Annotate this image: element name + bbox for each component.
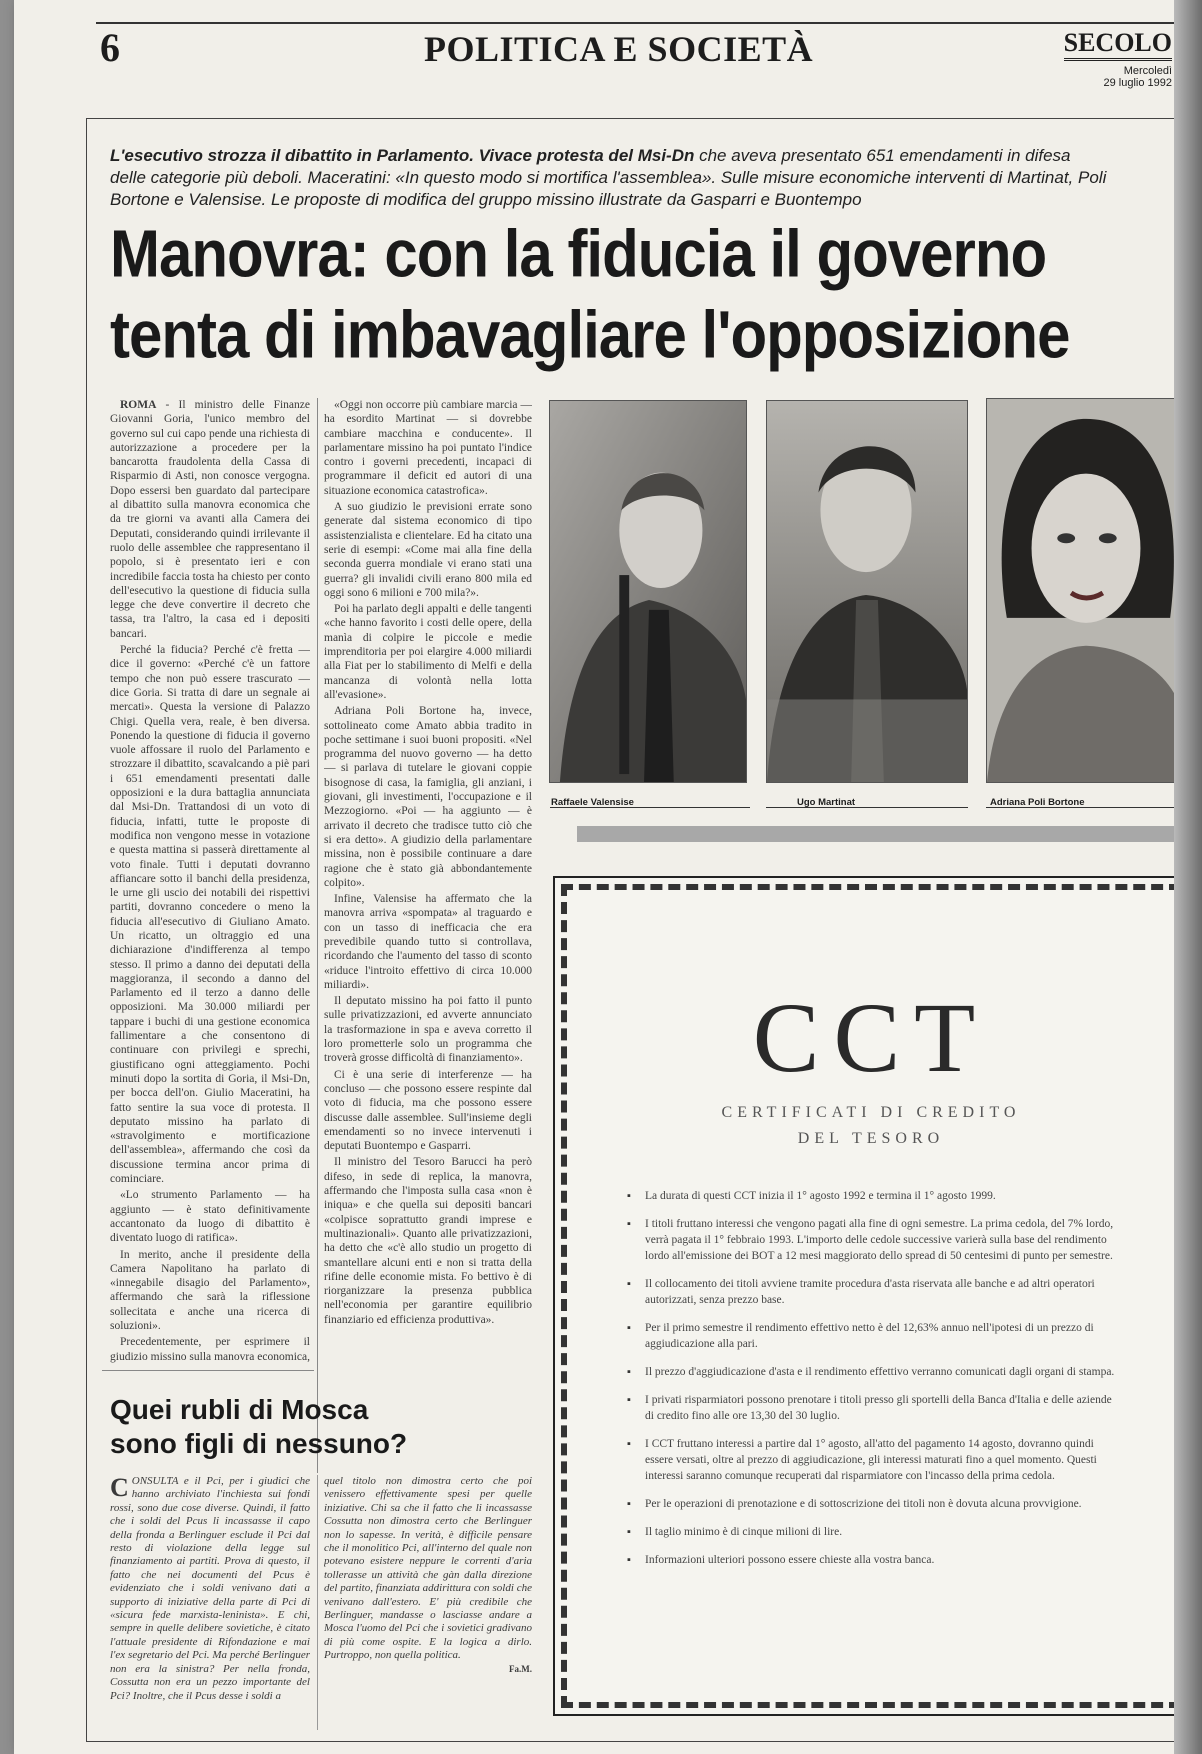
photo-valensise — [549, 400, 747, 783]
article-paragraph: ROMA - Il ministro delle Finanze Giovanni Goria, l'unico membro del governo sul cui capo pende una richiesta di autorizzazione a procedere per la bancarotta fraudolenta della Cassa di Risparmio di Asti, non conosce vergogna. Dopo essersi ben guardato dal partecipare al dibattito sulla manovra economica che da tre giorni va avanti alla Camera dei Deputati, considerando quindi irrilevante il ruolo delle assemblee che rappresentano il popolo, si è presentato ieri e con incredibile faccia tosta ha chiesto per conto dell'esecutivo la questione di fiducia sulla legge che deve convertire il decreto che tassa, tra l'altro, la casa ed i depositi bancari. — [110, 399, 310, 640]
masthead-logo: SECOLO — [1064, 28, 1172, 61]
section-title: POLITICA E SOCIETÀ — [424, 29, 814, 69]
masthead-day: Mercoledì — [1123, 65, 1172, 77]
box-top-rule — [102, 1370, 314, 1371]
article-paragraph: A suo giudizio le previsioni errate sono generate dal sistema economico di tipo assistenzialista e clientelare. Ed ha citato una serie di esempi: «Come mai alla fine della seconda guerra mondiale vi erano stati una guerra? gli invalidi civili erano 800 mila ed oggi sono 6 milioni e 700 mila?». — [324, 501, 532, 599]
article-paragraph: Precedentemente, per esprimere il giudizio missino sulla manovra economica, — [110, 1336, 310, 1363]
caption-rule — [986, 807, 1174, 808]
ad-bullet-list — [627, 1188, 1117, 1580]
ad-inner — [575, 898, 1167, 1694]
box-headline-line-2: sono figli di nessuno? — [110, 1428, 408, 1459]
ad-bullet: ▪ I titoli fruttano interessi che vengono pagati alla fine di ogni semestre. La prima cedola, del 7% lordo, verrà pagata il 1° febbraio 1993. L'importo delle cedole successive varierà sulla base del rendimento lordo all'emissione dei BOT a 12 mesi maggiorato dello spread di 50 centesimi di punto per semestre. — [627, 1216, 1117, 1264]
photo-caption: Ugo Martinat — [797, 797, 856, 808]
article-paragraph: «Oggi non occorre più cambiare marcia — ha esordito Martinat — si dovrebbe cambiare macchina e conducente». Il parlamentare missino ha poi puntato l'indice contro i governi precedenti, incapaci di programmare il deficit ed autori di una situazione economica catastrofica». — [324, 399, 532, 497]
article-paragraph: Infine, Valensise ha affermato che la manovra arriva «spompata» al traguardo e con un tasso di inefficacia che era prevedibile quando tutto si controllava, ricordando che l'aumento del tasso di sconto «riduce l'introito effettivo di circa 10.000 miliardi». — [324, 893, 532, 991]
page-edge-shadow — [1174, 0, 1202, 1754]
photo-caption: Raffaele Valensise — [551, 797, 634, 808]
box-text: quel titolo non dimostra certo che poi venissero effettivamente spesi per quelle iniziative. Chi sa che il fatto che li incassasse Cossutta non dimostra certo che Berlinguer non lo sapesse. In verità, è difficile pensare che il monolitico Pci, all'interno del quale non potevano esistere neppure le correnti d'aria tollerasse un attività che gàn dalla direzione del partito, finanziata addirittura con soldi che venivano dall'estero. E' più credibile che Berlinguer, mandasse o lasciasse andare a Mosca l'uomo del Pci che i sovietici gradivano di più come ospite. E la logica a dirlo. Purtroppo, non quella politica. — [324, 1475, 532, 1662]
article-paragraph: Il ministro del Tesoro Barucci ha però difeso, in sede di replica, la manovra, affermando che l'imposta sulla casa «non è iniqua» e che quella sui depositi bancari «colpisce soprattutto grandi imprese e multinazionali». Quanto alle privatizzazioni, ha detto che «c'è allo studio un progetto di smantellare alcuni enti e non si tratta della rifine delle economie mista. Fo bettivo è di riorganizzare la presenza pubblica nell'economia per garantire equilibrio finanziario ed efficienza produttiva». — [324, 1156, 532, 1326]
ad-subtitle-2: DEL TESORO — [797, 1130, 945, 1147]
article-paragraph: Ci è una serie di interferenze — ha concluso — che possono essere respinte dal voto di fiducia, ma che possono essere discusse dalle assemblee. Sull'insieme degli emendamenti so no invece intervenuti i deputati Buontempo e Gasparri. — [324, 1068, 532, 1153]
dateline: ROMA — [120, 399, 157, 411]
article-paragraph: Adriana Poli Bortone ha, invece, sottolineato come Amato abbia tradito in poche settimane i suoi buoni propositi. «Nel programma del nuovo governo — ha detto — si parlava di tutelare le giovani coppie bisognose di casa, la famiglia, gli anziani, i giovani, gli investimenti, l'occupazione e il Mezzogiorno. «Poi — ha aggiunto — è arrivato il decreto che tradisce tutto ciò che si era detto». A giudizio della parlamentare missina, non è possibile continuare a dare ragione che è stato già abbondantemente colpito». — [324, 705, 532, 889]
ad-bullet: ▪ Il prezzo d'aggiudicazione d'asta e il rendimento effettivo verranno comunicati dagli organi di stampa. — [627, 1364, 1117, 1380]
headline-line-2: tenta di imbavagliare l'opposizione — [110, 296, 1070, 372]
ad-bullet: ▪ Informazioni ulteriori possono essere chieste alla vostra banca. — [627, 1552, 1117, 1568]
photo-martinat — [766, 400, 968, 783]
article-paragraph: «Lo strumento Parlamento — ha aggiunto — è stato definitivamente accantonato da luogo di dibattito è diventato luogo di ratifica». — [110, 1189, 310, 1245]
ad-title: CCT — [752, 982, 990, 1093]
box-headline-line-1: Quei rubli di Mosca — [110, 1394, 369, 1425]
article-kicker — [110, 145, 1110, 211]
box-column-1 — [110, 1475, 310, 1730]
drop-cap: C — [110, 1475, 129, 1502]
article-paragraph: In merito, anche il presidente della Camera Napolitano ha parlato di «innegabile disagio del Parlamento», affermando che sarà la riflessione sollecitata e anche una ricerca di soluzioni». — [110, 1248, 310, 1332]
ad-bullet: ▪ Il collocamento dei titoli avviene tramite procedura d'asta riservata alle banche e ad altri operatori autorizzati, senza prezzo base. — [627, 1276, 1117, 1308]
article-paragraph: Il deputato missino ha poi fatto il punto sulle privatizzazioni, ed avverte annunciato la trasformazione in spa e aveva corretto il loro prometterle solo un programma che troverà grosse difficoltà di finanziamento». — [324, 995, 532, 1065]
ad-bullet: ▪ Per il primo semestre il rendimento effettivo netto è del 12,63% annuo nell'ipotesi di un prezzo di aggiudicazione alla pari. — [627, 1320, 1117, 1352]
box-text: ONSULTA e il Pci, per i giudici che hanno archiviato l'inchiesta sui fondi rossi, sono due cose diverse. Quindi, il fatto che i soldi del Pcus li incassasse il capo della fronda a Berlinguer esclude il Pci dal resto di violazione della legge sul finanziamento ai partiti. Prova di questo, il fatto che nei documenti del Pcus è evidenziato che i soldi venivano dati a supporto di iniziative della parte di Pci di «sicura fede marxista-leninista». E chi, sempre in quelle delibere sovietiche, è citato l'attuale presidente di Rifondazione e mai l'ex segretario del Pci. Ma perché Berlinguer non era la sinistra? Per nella fronda, Cossutta non era un pezzo importante del Pci? Inoltre, che il Pcus desse i soldi a — [110, 1475, 310, 1702]
article-paragraph: Perché la fiducia? Perché c'è fretta — dice il governo: «Perché c'è un fattore tempo che non può essere trascurato — dice Goria. Si tratta di dare un segnale ai mercati». Questa la versione di Palazzo Chigi. Quella vera, reale, è ben diversa. Ponendo la questione di fiducia il governo vuole affossare il ruolo del Parlamento e strozzare il dibattito, scavalcando a piè pari i 651 emendamenti presentati dalle opposizioni e la dura battaglia annunciata dal Msi-Dn. Trattandosi di un voto di fiducia, infatti, tutte le proposte di modifica non vengono messe in votazione e questa mattina si passerà direttamente al voto finale. Tutti i deputati dovranno affiancare sotto il banchi della presidenza, le urne gli uscio dei notabili dei rispettivi partiti, dovranno concedere o meno la fiducia all'esecutivo di Giuliano Amato. Un ricatto, un oltraggio ed una dichiarazione d'indifferenza al tempo stesso. Il primo a danno dei deputati della maggioranza, il secondo a danno del Parlamento ed il terzo a danno delle opposizioni. Ma 30.000 miliardi per tappare i buchi di una gestione economica fallimentare a che consentono di continuare con privilegi e sprechi, giustificano ogni atteggiamento. Pochi minuti dopo la sortita di Goria, il Msi-Dn, per bocca dell'on. Giulio Maceratini, ha fatto sentire la sua voce di protesta. Il deputato missino ha parlato di «stravolgimento e mortificazione dell'assemblea», affermando che così da discussione termina ancor prima di cominciare. — [110, 644, 310, 1186]
caption-rule — [766, 807, 968, 808]
article-headline — [110, 214, 1110, 375]
cct-advertisement — [553, 876, 1189, 1716]
masthead-date: 29 luglio 1992 — [1103, 77, 1172, 89]
newspaper-page — [14, 0, 1174, 1754]
article-column-2 — [324, 398, 532, 1468]
box-column-2 — [324, 1475, 532, 1730]
ad-bullet: ▪ Il taglio minimo è di cinque milioni di lire. — [627, 1524, 1117, 1540]
photo-caption: Adriana Poli Bortone — [990, 797, 1085, 808]
ad-bullet: ▪ I CCT fruttano interessi a partire dal 1° agosto, all'atto del pagamento 14 agosto, dovranno quindi essere versati, oltre al prezzo di aggiudicazione, gli interessi maturati fino a quel momento. Questi interessi saranno comunque recuperati dal risparmiatore con l'incasso della prima cedola. — [627, 1436, 1117, 1484]
ad-bullet: ▪ La durata di questi CCT inizia il 1° agosto 1992 e termina il 1° agosto 1999. — [627, 1188, 1117, 1204]
photo-poli-bortone — [986, 398, 1186, 783]
article-column-1 — [110, 398, 310, 1363]
ad-subtitle-1: CERTIFICATI DI CREDITO — [721, 1104, 1021, 1121]
box-signature: Fa.M. — [509, 1663, 532, 1674]
ad-bullet: ▪ Per le operazioni di prenotazione e di sottoscrizione dei titoli non è dovuta alcuna provvigione. — [627, 1496, 1117, 1512]
article-paragraph: Poi ha parlato degli appalti e delle tangenti «che hanno favorito i costi delle opere, della manìa di colpire le piccole e medie imprenditoria per poi elargire 4.000 miliardi alla Fiat per lo stabilimento di Melfi e della mancanza di volontà nella lotta all'evasione». — [324, 603, 532, 701]
box-column-divider — [317, 1475, 318, 1730]
caption-rule — [550, 807, 750, 808]
masthead — [1052, 28, 1172, 89]
box-headline — [110, 1393, 510, 1461]
column-divider — [317, 398, 318, 1473]
kicker-bold: L'esecutivo strozza il dibattito in Parlamento. Vivace protesta del Msi-Dn — [110, 146, 695, 165]
headline-line-1: Manovra: con la fiducia il governo — [110, 216, 1047, 292]
kicker-text: che aveva presentato 651 emendamenti in difesa delle categorie più deboli. Maceratini: «In questo modo si mortifica l'assemblea». Sulle misure economiche interventi di Martinat, Poli Bortone e Valensise. Le proposte di modifica del gruppo missino illustrate da Gasparri e Buontempo — [110, 146, 1107, 209]
ad-bullet: ▪ I privati risparmiatori possono prenotare i titoli presso gli sportelli della Banca d'Italia e delle aziende di credito fino alle ore 13,30 del 30 luglio. — [627, 1392, 1117, 1424]
separator-bar — [577, 826, 1187, 842]
page-number: 6 — [100, 25, 120, 70]
header-rule — [96, 22, 1176, 24]
